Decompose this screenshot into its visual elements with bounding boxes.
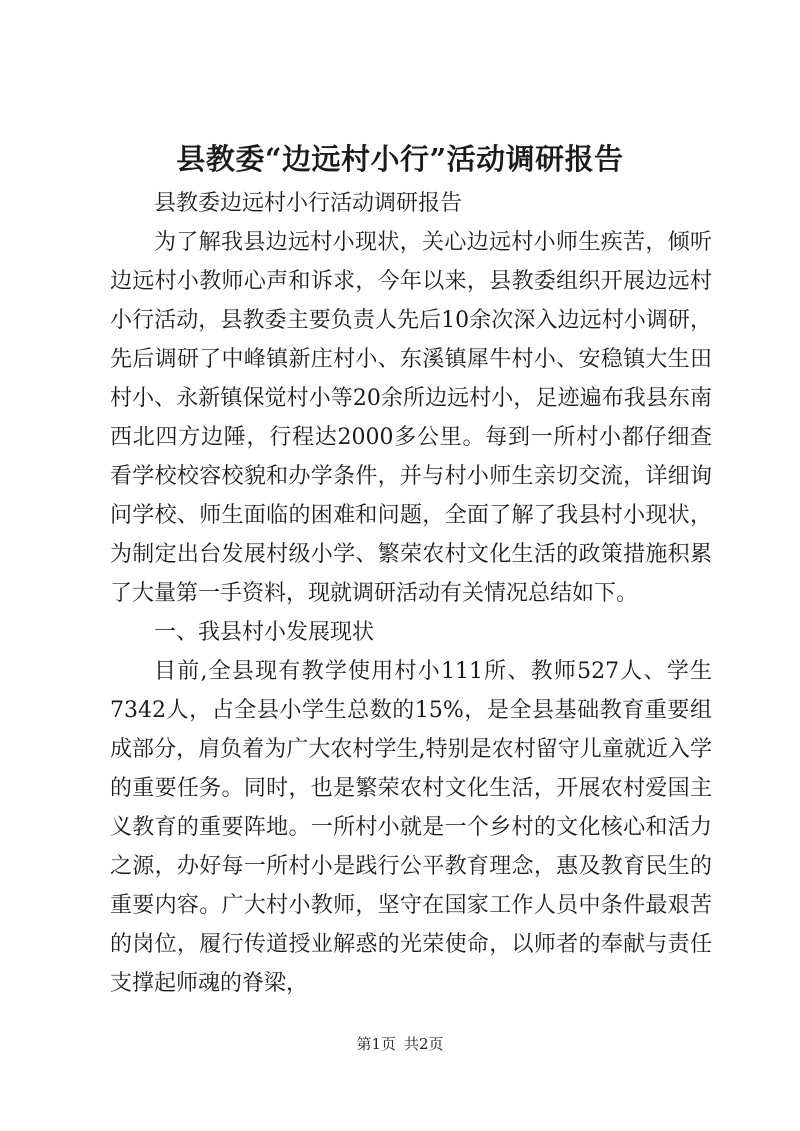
page-number: 第1页 [356,1035,396,1053]
document-body [110,184,712,1003]
intro-paragraph: 为了解我县边远村小现状，关心边远村小师生疾苦，倾听边远村小教师心声和诉求，今年以来，县教委组织开展边远村小行活动，县教委主要负责人先后10余次深入边远村小调研，先后调研了中峰镇新庄村小、东溪镇犀牛村小、安稳镇大生田村小、永新镇保觉村小等20余所边远村小，足迹遍布我县东南西北四方边陲，行程达2000多公里。每到一所村小都仔细查看学校校容校貌和办学条件，并与村小师生亲切交流，详细询问学校、师生面临的困难和问题，全面了解了我县村小现状，为制定出台发展村级小学、繁荣农村文化生活的政策措施积累了大量第一手资料，现就调研活动有关情况总结如下。 [110,230,712,606]
page-footer [0,1034,800,1054]
page-total: 共2页 [404,1035,444,1053]
status-paragraph: 目前,全县现有教学使用村小111所、教师527人、学生7342人，占全县小学生总数的15%，是全县基础教育重要组成部分，肩负着为广大农村学生,特别是农村留守儿童就近入学的重要任务。同时，也是繁荣农村文化生活，开展农村爱国主义教育的重要阵地。一所村小就是一个乡村的文化核心和活力之源，办好每一所村小是践行公平教育理念，惠及教育民生的重要内容。广大村小教师，坚守在国家工作人员中条件最艰苦的岗位，履行传道授业解惑的光荣使命，以师者的奉献与责任支撑起师魂的脊梁， [110,659,712,996]
document-title: 县教委“边远村小行”活动调研报告 [176,142,624,176]
section-heading: 一、我县村小发展现状 [154,620,375,645]
subtitle-paragraph: 县教委边远村小行活动调研报告 [154,191,463,216]
